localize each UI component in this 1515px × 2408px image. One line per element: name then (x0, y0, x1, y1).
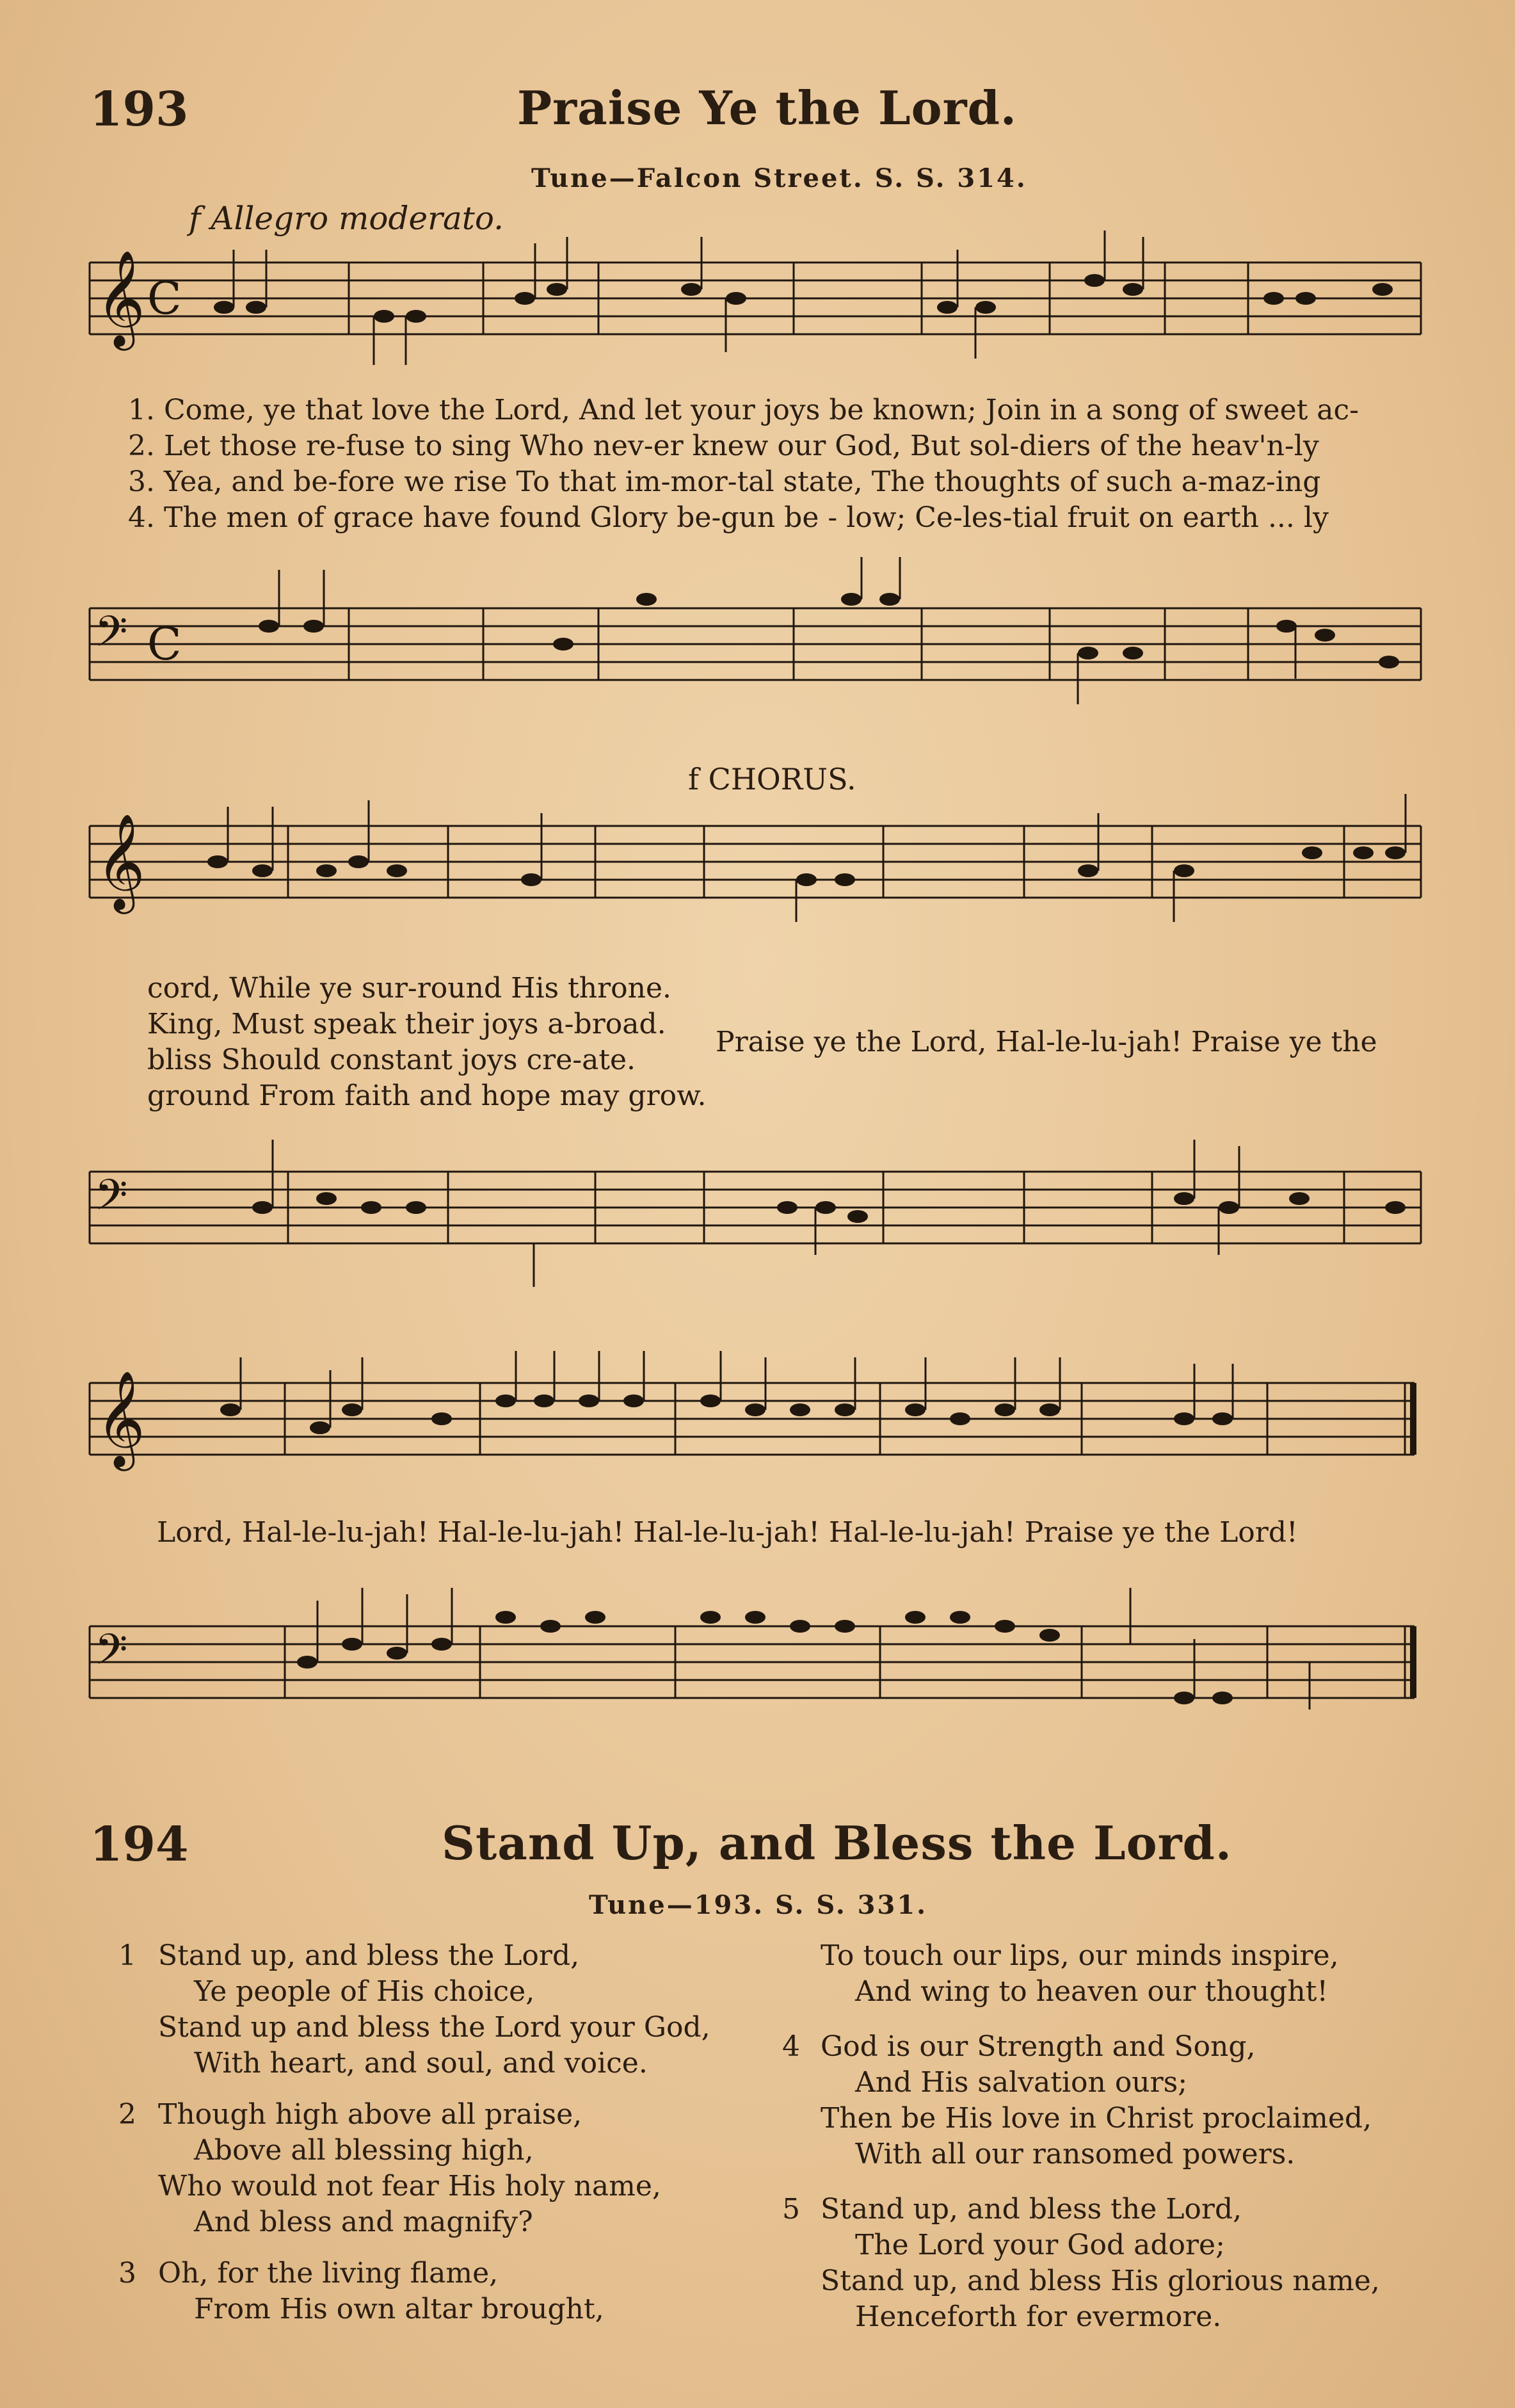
stanza-line: And His salvation ours; (855, 2066, 1188, 2099)
hymn-number-194: 194 (90, 1817, 189, 1872)
hymn-tune-193: Tune—Falcon Street. S. S. 314. (531, 163, 1027, 193)
svg-text:𝄢: 𝄢 (95, 1625, 128, 1685)
verse-line-1: 1. Come, ye that love the Lord, And let your joys be known; Join in a song of sweet ac- (128, 394, 1359, 426)
staff-system-3-bass (83, 1626, 1427, 1729)
stanza-3 (118, 2256, 771, 2327)
stanzas-right-column (782, 1938, 1422, 2335)
verse-line-2: 2. Let those re-fuse to sing Who nev-er knew our God, But sol-diers of the heav'n-ly (128, 430, 1319, 462)
verse-ending-3: bliss Should constant joys cre-ate. (147, 1044, 636, 1076)
svg-text:C: C (147, 272, 182, 325)
stanza-line: With heart, and soul, and voice. (194, 2047, 648, 2080)
stanza-line: With all our ransomed powers. (855, 2138, 1295, 2170)
verse-ending-4: ground From faith and hope may grow. (147, 1079, 707, 1112)
staff-system-1-treble (83, 249, 1427, 365)
stanza-3-continued (782, 1938, 1422, 2010)
stanza-line: And wing to heaven our thought! (855, 1975, 1329, 2008)
stanza-line: Then be His love in Christ proclaimed, (821, 2102, 1372, 2135)
staff-system-2-bass (83, 1172, 1427, 1274)
svg-text:𝄞: 𝄞 (96, 1370, 145, 1467)
stanza-line: Stand up and bless the Lord your God, (158, 2011, 710, 2044)
stanza-line: Ye people of His choice, (194, 1975, 535, 2008)
stanza-line: Stand up, and bless the Lord, (821, 2193, 1242, 2226)
verse-ending-2: King, Must speak their joys a-broad. (147, 1008, 666, 1040)
svg-text:𝄞: 𝄞 (96, 812, 145, 910)
stanza-number: 4 (782, 2030, 800, 2063)
stanza-5 (782, 2192, 1422, 2335)
svg-text:C: C (147, 618, 182, 670)
verse-ending-1: cord, While ye sur-round His throne. (147, 972, 672, 1005)
staff-system-3-treble (83, 1370, 1427, 1485)
verse-line-4: 4. The men of grace have found Glory be-gun be - low; Ce-les-tial fruit on earth ... ly (128, 501, 1329, 534)
stanza-number: 2 (118, 2098, 136, 2131)
chorus-label: f CHORUS. (688, 762, 856, 796)
hymn-number-193: 193 (90, 82, 189, 137)
stanza-2 (118, 2097, 771, 2240)
stanza-line: Henceforth for evermore. (855, 2300, 1222, 2333)
stanza-number: 5 (782, 2193, 800, 2226)
hymn-title-193: Praise Ye the Lord. (517, 81, 1017, 135)
hymn-title-194: Stand Up, and Bless the Lord. (442, 1816, 1232, 1870)
verse-endings-block (147, 972, 707, 1115)
stanza-1 (118, 1938, 771, 2081)
stanza-line: The Lord your God adore; (855, 2229, 1225, 2261)
verse-lines-block (128, 394, 1359, 537)
stanza-line: Above all blessing high, (194, 2134, 534, 2167)
stanza-number: 1 (118, 1939, 136, 1972)
svg-text:𝄞: 𝄞 (96, 249, 145, 346)
svg-text:𝄢: 𝄢 (95, 607, 128, 667)
stanza-line: Oh, for the living flame, (158, 2257, 499, 2290)
stanza-line: Who would not fear His holy name, (158, 2170, 661, 2202)
stanza-4 (782, 2029, 1422, 2172)
stanza-line: Though high above all praise, (158, 2098, 582, 2131)
stanza-line: To touch our lips, our minds inspire, (821, 1939, 1339, 1972)
svg-text:𝄢: 𝄢 (95, 1170, 128, 1230)
stanza-line: Stand up, and bless His glorious name, (821, 2265, 1380, 2297)
staff-system-1-bass (83, 608, 1427, 711)
tempo-marking: f Allegro moderato. (189, 200, 504, 237)
hymn-tune-194: Tune—193. S. S. 331. (589, 1890, 928, 1920)
staff-system-2-treble (83, 812, 1427, 928)
stanza-number: 3 (118, 2257, 136, 2290)
chorus-lyric-1: Praise ye the Lord, Hal-le-lu-jah! Praise ye the (716, 1026, 1377, 1058)
stanza-line: And bless and magnify? (194, 2206, 533, 2238)
chorus-lyric-2: Lord, Hal-le-lu-jah! Hal-le-lu-jah! Hal-le-lu-jah! Hal-le-lu-jah! Praise ye the Lord! (157, 1516, 1298, 1549)
stanzas-left-column (118, 1938, 771, 2327)
stanza-line: Stand up, and bless the Lord, (158, 1939, 580, 1972)
stanza-line: God is our Strength and Song, (821, 2030, 1256, 2063)
stanza-line: From His own altar brought, (194, 2293, 604, 2325)
verse-line-3: 3. Yea, and be-fore we rise To that im-mor-tal state, The thoughts of such a-maz-ing (128, 465, 1321, 498)
